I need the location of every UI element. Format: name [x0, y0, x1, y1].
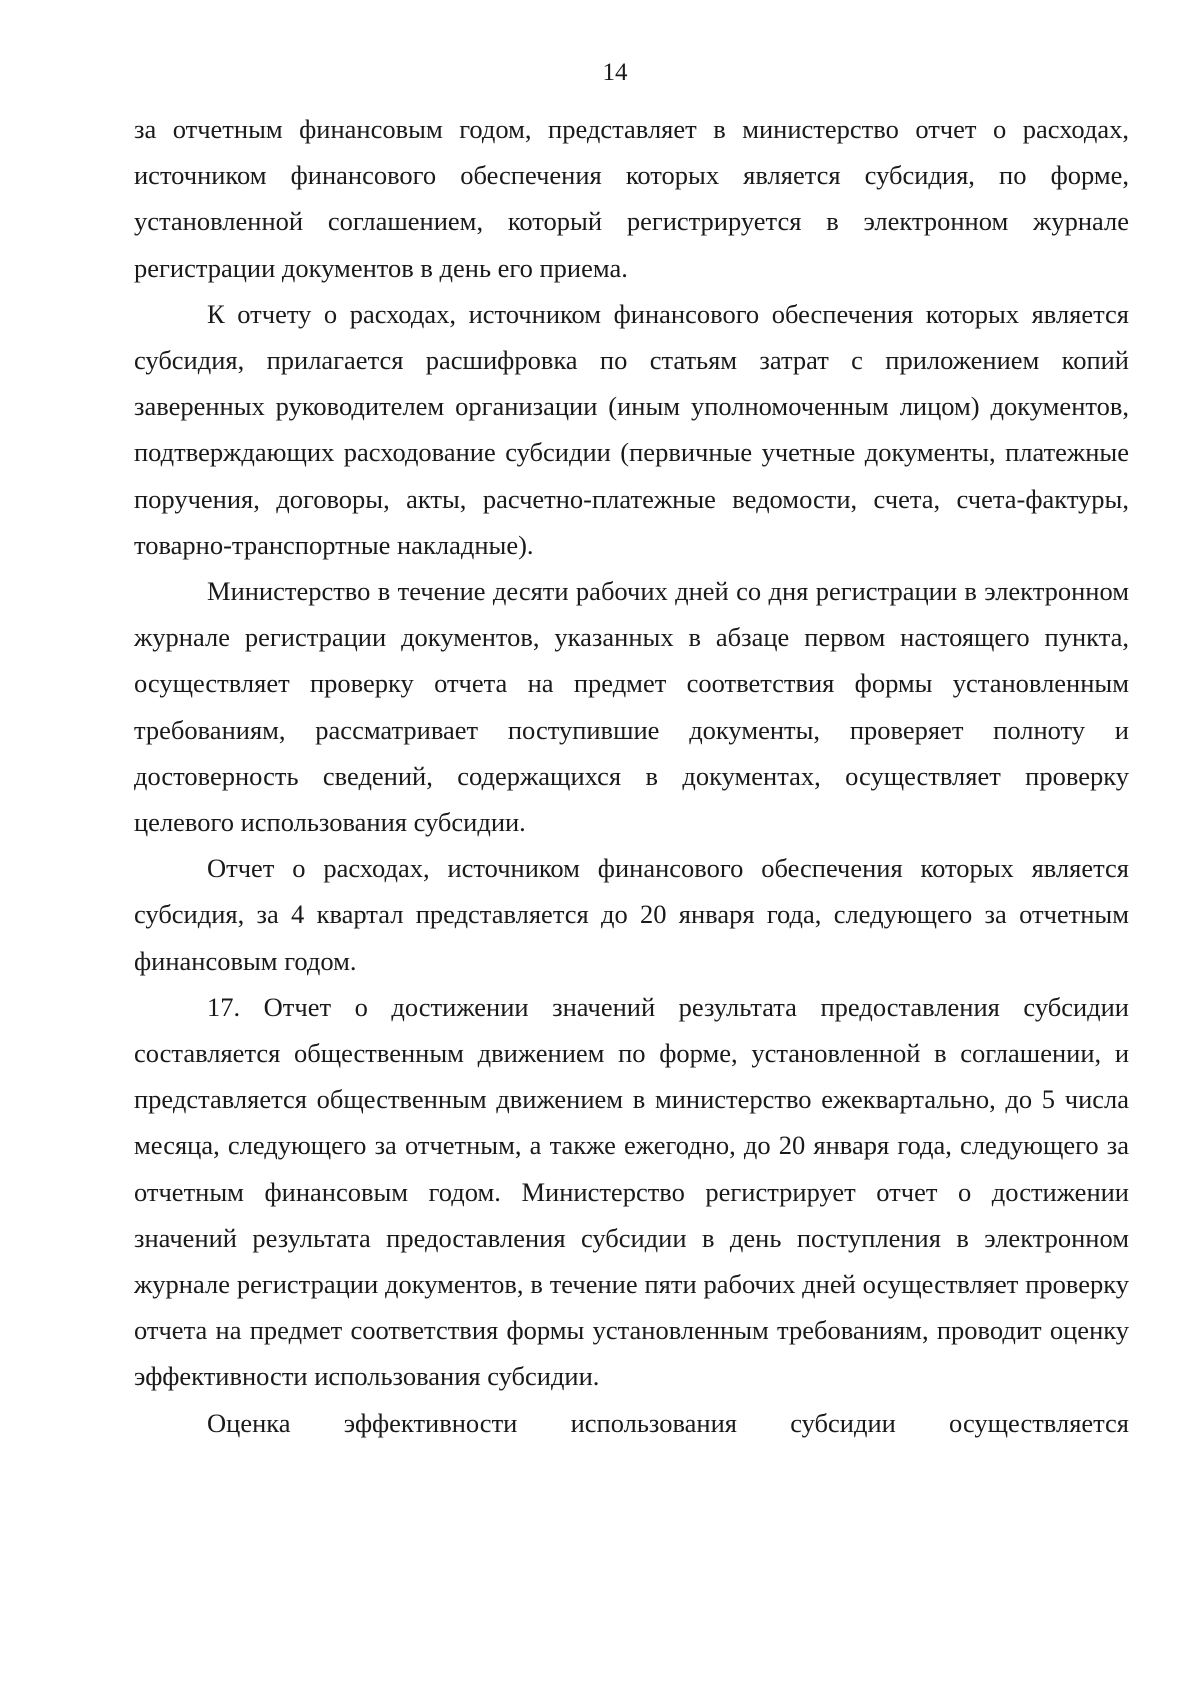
document-body	[134, 106, 1129, 1446]
paragraph-report-attachments: К отчету о расходах, источником финансового обеспечения которых является субсидия, прилагается расшифровка по статьям затрат с приложением копий заверенных руководителем организации (иным уполномоченным лицом) документов, подтверждающих расходование субсидии (первичные учетные документы, платежные поручения, договоры, акты, расчетно-платежные ведомости, счета, счета-фактуры, товарно-транспортные накладные).	[134, 298, 1129, 560]
page-number: 14	[602, 59, 628, 86]
paragraph-efficiency-assessment: Оценка эффективности использования субсидии осуществляется	[207, 1407, 1129, 1438]
paragraph-continuation: за отчетным финансовым годом, представляет в министерство отчет о расходах, источником финансового обеспечения которых является субсидия, по форме, установленной соглашением, который регистрируется в электронном журнале регистрации документов в день его приема.	[134, 114, 1129, 283]
paragraph-ministry-review: Министерство в течение десяти рабочих дней со дня регистрации в электронном журнале регистрации документов, указанных в абзаце первом настоящего пункта, осуществляет проверку отчета на предмет соответствия формы установленным требованиям, рассматривает поступившие документы, проверяет полноту и достоверность сведений, содержащихся в документах, осуществляет проверку целевого использования субсидии.	[134, 576, 1129, 838]
paragraph-q4-deadline: Отчет о расходах, источником финансового обеспечения которых является субсидия, за 4 квартал представляется до 20 января года, следующего за отчетным финансовым годом.	[134, 853, 1129, 976]
paragraph-item-17: 17. Отчет о достижении значений результата предоставления субсидии составляется общественным движением по форме, установленной в соглашении, и представляется общественным движением в министерство ежеквартально, до 5 числа месяца, следующего за отчетным, а также ежегодно, до 20 января года, следующего за отчетным финансовым годом. Министерство регистрирует отчет о достижении значений результата предоставления субсидии в день поступления в электронном журнале регистрации документов, в течение пяти рабочих дней осуществляет проверку отчета на предмет соответствия формы установленным требованиям, проводит оценку эффективности использования субсидии.	[134, 991, 1129, 1392]
